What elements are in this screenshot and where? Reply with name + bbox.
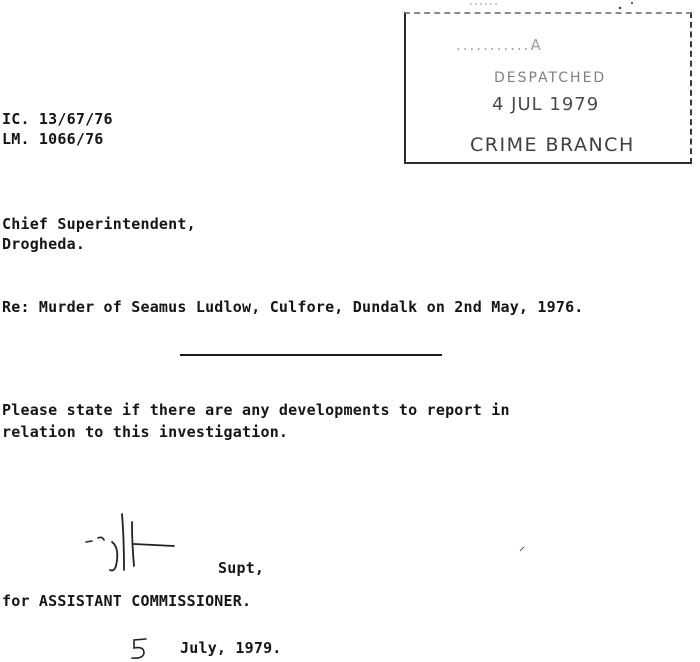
scan-marks (470, 0, 670, 12)
stamp-branch: CRIME BRANCH (470, 134, 635, 156)
signatory-rank: Supt, (218, 559, 265, 577)
scan-speck (519, 546, 525, 552)
date-month-year: July, 1979. (180, 639, 282, 657)
stamp-status: DESPATCHED (494, 70, 607, 86)
reference-ic: IC. 13/67/76 (2, 110, 113, 128)
signatory-on-behalf: for ASSISTANT COMMISSIONER. (2, 592, 252, 610)
addressee-place: Drogheda. (2, 235, 86, 253)
separator-rule (180, 354, 442, 356)
stamp-office-line: ...........A (456, 36, 543, 54)
handwritten-day (124, 634, 156, 662)
handwritten-signature (80, 508, 190, 578)
subject-line: Re: Murder of Seamus Ludlow, Culfore, Dundalk on 2nd May, 1976. (2, 298, 584, 316)
body-line-2: relation to this investigation. (2, 423, 289, 441)
body-line-1: Please state if there are any developments to report in (2, 401, 510, 419)
addressee-title: Chief Superintendent, (2, 215, 196, 233)
reference-lm: LM. 1066/76 (2, 130, 104, 148)
despatched-stamp (404, 12, 692, 164)
stamp-date: 4 JUL 1979 (492, 94, 600, 115)
